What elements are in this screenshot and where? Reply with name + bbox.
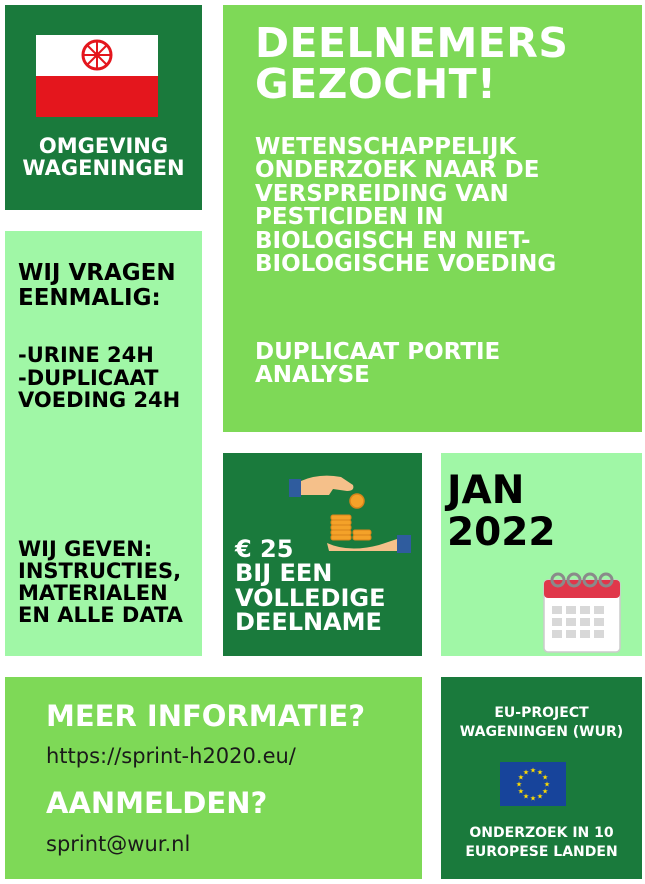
ask-heading [18, 261, 176, 311]
ask-item: -URINE 24H [18, 343, 154, 367]
location-panel [5, 5, 202, 210]
headline-sub-line: BIOLOGISCH EN NIET- [255, 227, 531, 254]
eu-star-icon: ★ [522, 792, 530, 801]
eu-star-icon: ★ [543, 780, 551, 789]
headline-sub-line: VERSPREIDING VAN [255, 180, 509, 207]
ask-heading-line: EENMALIG: [18, 284, 161, 311]
ask-items [18, 344, 180, 412]
headline-title-line2: GEZOCHT! [255, 60, 497, 108]
location-line2: WAGENINGEN [22, 156, 185, 181]
eu-research-line: ONDERZOEK IN 10 [469, 825, 614, 841]
eu-flag-icon [500, 762, 566, 806]
website-link[interactable]: https://sprint-h2020.eu/ [46, 744, 296, 768]
headline-sub-line: WETENSCHAPPELIJK [255, 134, 517, 160]
eu-star-icon: ★ [522, 768, 530, 777]
headline-method [255, 341, 500, 388]
eu-star-icon: ★ [536, 768, 544, 777]
eu-star-icon: ★ [517, 787, 525, 796]
eu-star-icon: ★ [517, 773, 525, 782]
headline-title [255, 19, 569, 108]
requirements-panel [5, 231, 202, 656]
give-line: INSTRUCTIES, [18, 559, 182, 584]
headline-panel [223, 5, 642, 432]
payment-line: VOLLEDIGE [235, 583, 386, 612]
signup-heading: AANMELDEN? [46, 786, 268, 820]
eu-star-icon: ★ [541, 787, 549, 796]
headline-sub-line: PESTICIDEN IN [255, 204, 444, 231]
payment-text [235, 537, 385, 635]
eu-star-icon: ★ [536, 792, 544, 801]
info-panel [5, 677, 422, 879]
headline-method-line: ANALYSE [255, 362, 370, 389]
headline-title-line1: DEELNEMERS [255, 19, 569, 67]
headline-method-line: DUPLICAAT PORTIE [255, 339, 501, 365]
eu-star-icon: ★ [529, 794, 537, 803]
eu-project-line: EU-PROJECT [494, 705, 589, 721]
eu-project-line: WAGENINGEN (WUR) [459, 723, 624, 740]
eu-star-icon: ★ [541, 773, 549, 782]
eu-project-label [441, 704, 642, 742]
date-label [447, 470, 556, 554]
payment-amount: € 25 [235, 535, 294, 563]
give-block [18, 538, 183, 626]
eu-panel [441, 677, 642, 879]
headline-subtitle [255, 136, 556, 277]
eu-star-icon: ★ [529, 766, 537, 775]
date-panel [441, 453, 642, 656]
eu-research-label [441, 824, 642, 862]
payment-line: BIJ EEN [235, 559, 333, 588]
date-year: 2022 [447, 510, 556, 556]
location-label [5, 135, 202, 180]
ask-heading-line: WIJ VRAGEN [18, 260, 176, 286]
wageningen-flag-icon [36, 35, 158, 117]
give-line: EN ALLE DATA [18, 603, 183, 628]
email-link[interactable]: sprint@wur.nl [46, 832, 191, 856]
give-line: WIJ GEVEN: [18, 537, 153, 561]
date-month: JAN [447, 468, 525, 513]
headline-sub-line: ONDERZOEK NAAR DE [255, 157, 540, 184]
eu-research-line: EUROPESE LANDEN [465, 843, 618, 860]
payment-panel [223, 453, 422, 656]
more-info-heading: MEER INFORMATIE? [46, 699, 366, 733]
eu-star-icon: ★ [515, 780, 523, 789]
ask-item: -DUPLICAAT [18, 365, 159, 390]
calendar-icon [542, 570, 622, 654]
payment-line: DEELNAME [235, 608, 382, 637]
ask-item: VOEDING 24H [18, 388, 181, 413]
headline-sub-line: BIOLOGISCHE VOEDING [255, 251, 557, 278]
give-line: MATERIALEN [18, 581, 168, 606]
location-line1: OMGEVING [38, 134, 169, 158]
